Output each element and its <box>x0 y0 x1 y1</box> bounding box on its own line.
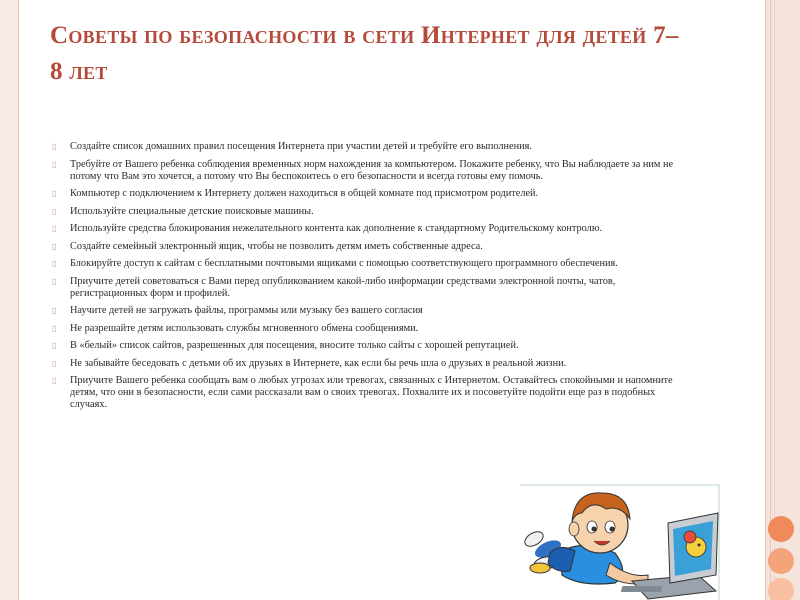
bullet-icon: ▯ <box>52 306 57 315</box>
tip-item <box>52 206 692 218</box>
bullet-icon: ▯ <box>52 159 57 169</box>
tip-item <box>52 141 692 153</box>
tips-list <box>52 141 692 417</box>
bullet-icon: ▯ <box>52 259 57 268</box>
decor-circle <box>768 578 794 600</box>
tip-text: В «белый» список сайтов, разрешенных для посещения, вносите только сайты с хорошей репутацией. <box>70 340 519 351</box>
tip-text: Приучите детей советоваться с Вами перед опубликованием какой-либо информации средствами электронной почты, чатов, регистрационных форм и профилей. <box>70 275 616 299</box>
tip-item <box>52 305 692 317</box>
tip-text: Используйте специальные детские поисковые машины. <box>70 205 314 217</box>
tip-text: Научите детей не загружать файлы, программы или музыку без вашего согласия <box>70 305 423 316</box>
tip-text: Создайте семейный электронный ящик, чтобы не позволить детям иметь собственные адреса. <box>70 240 483 252</box>
boy-with-laptop-illustration <box>520 483 720 600</box>
bullet-icon: ▯ <box>52 189 57 198</box>
bullet-icon: ▯ <box>52 206 57 216</box>
tip-item <box>52 323 692 335</box>
bullet-icon: ▯ <box>52 142 57 151</box>
tip-item <box>52 340 692 352</box>
bullet-icon: ▯ <box>52 341 57 350</box>
right-decor-band <box>766 0 800 600</box>
tip-item <box>52 188 692 200</box>
decor-circle <box>768 516 794 542</box>
tip-item <box>52 159 692 183</box>
tip-text: Приучите Вашего ребенка сообщать вам о любых угрозах или тревогах, связанных с Интернетом. Оставайтесь спокойными и напомните детям, что они в безопасности, если сами рассказали вам о своих тревогах. Похвалите их и посоветуйте подойти еще раз в подобных случаях. <box>70 375 673 410</box>
bullet-icon: ▯ <box>52 276 57 286</box>
tip-text: Требуйте от Вашего ребенка соблюдения временных норм нахождения за компьютером. Покажите ребенку, что Вы наблюдаете за ним не потому что Вам это хочется, а потому что Вы беспокоитесь о его безопасности и всегда готовы ему помочь. <box>70 158 674 182</box>
tip-item <box>52 375 692 411</box>
tip-text: Компьютер с подключением к Интернету должен находиться в общей комнате под присмотром родителей. <box>70 188 539 199</box>
right-decor-line <box>770 0 771 600</box>
slide-title: Советы по безопасности в сети Интернет для детей 7–8 лет <box>50 22 679 85</box>
tip-item <box>52 223 692 235</box>
tip-item <box>52 358 692 370</box>
bullet-icon: ▯ <box>52 358 57 368</box>
bullet-icon: ▯ <box>52 241 57 251</box>
tip-text: Создайте список домашних правил посещения Интернета при участии детей и требуйте его выполнения. <box>70 141 532 152</box>
tip-item <box>52 258 692 270</box>
tip-item <box>52 276 692 300</box>
tip-text: Используйте средства блокирования нежелательного контента как дополнение к стандартному Родительскому контролю. <box>70 223 603 234</box>
bullet-icon: ▯ <box>52 376 57 385</box>
decor-circle <box>768 548 794 574</box>
bullet-icon: ▯ <box>52 224 57 233</box>
tip-item <box>52 241 692 253</box>
right-decor-line <box>774 0 775 600</box>
tip-text: Не разрешайте детям использовать службы мгновенного обмена сообщениями. <box>70 322 419 334</box>
tip-text: Не забывайте беседовать с детьми об их друзьях в Интернете, как если бы речь шла о друзьях в реальной жизни. <box>70 357 567 369</box>
bullet-icon: ▯ <box>52 323 57 333</box>
tip-text: Блокируйте доступ к сайтам с бесплатными почтовыми ящиками с помощью соответствующего программного обеспечения. <box>70 258 618 269</box>
